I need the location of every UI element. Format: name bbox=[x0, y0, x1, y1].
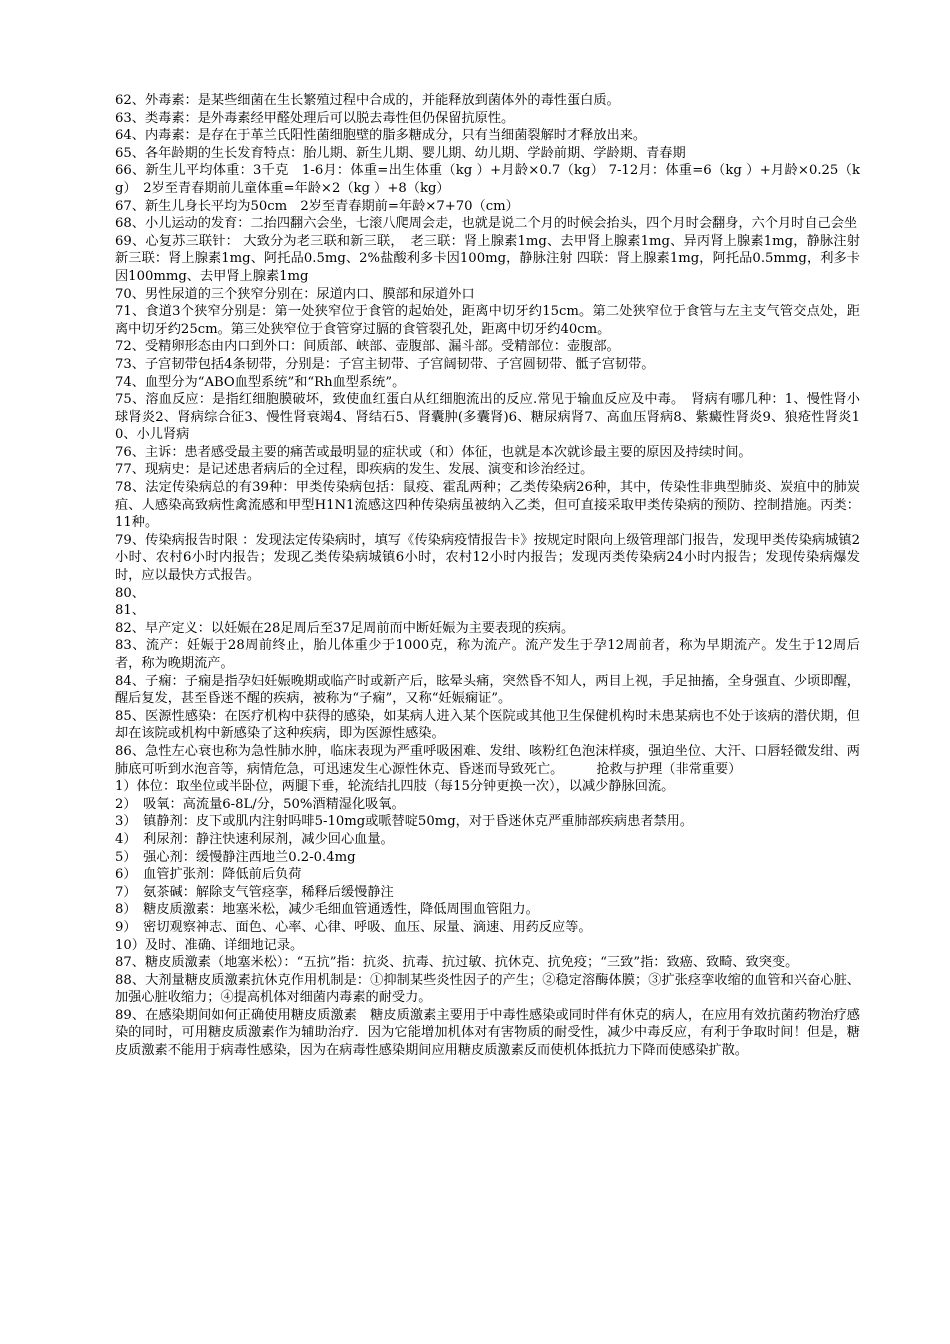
paragraph: 75、溶血反应：是指红细胞膜破坏，致使血红蛋白从红细胞流出的反应.常见于输血反应及中毒。 肾病有哪几种：1、慢性肾小球肾炎2、肾病综合征3、慢性肾衰竭4、肾结石5、肾囊肿(多囊肾)6、糖尿病肾7、高血压肾病8、紫癜性肾炎9、狼疮性肾炎10、小儿肾病 bbox=[115, 392, 860, 443]
paragraph: 70、男性尿道的三个狭窄分别在：尿道内口、膜部和尿道外口 bbox=[115, 286, 475, 302]
paragraph: 4） 利尿剂：静注快速利尿剂，减少回心血量。 bbox=[115, 831, 394, 847]
paragraph: 3） 镇静剂：皮下或肌内注射吗啡5-10mg或哌替啶50mg，对于昏迷休克严重肺部疾病患者禁用。 bbox=[115, 814, 694, 830]
paragraph: 86、急性左心衰也称为急性肺水肿，临床表现为严重呼吸困难、发绀、咳粉红色泡沫样痰，强迫坐位、大汗、口唇轻微发绀、两肺底可听到水泡音等，病情危急，可迅速发生心源性休克、昏迷而导致死亡。 抢救与护理（非常重要） bbox=[115, 743, 860, 777]
paragraph: 5） 强心剂：缓慢静注西地兰0.2-0.4mg bbox=[115, 849, 356, 865]
paragraph: 9） 密切观察神志、面色、心率、心律、呼吸、血压、尿量、滴速、用药反应等。 bbox=[115, 919, 592, 935]
paragraph: 66、新生儿平均体重：3千克 1-6月：体重=出生体重（kg ）+月龄×0.7（kg） 7-12月：体重=6（kg ）+月龄×0.25（kg） 2岁至青春期前儿童体重=年龄×2（kg ）+8（kg） bbox=[115, 163, 860, 196]
paragraph: 72、受精卵形态由内口到外口：间质部、峡部、壶腹部、漏斗部。受精部位：壶腹部。 bbox=[115, 339, 620, 355]
paragraph: 87、糖皮质激素（地塞米松）：“五抗”指：抗炎、抗毒、抗过敏、抗休克、抗免疫；“三致”指：致癌、致畸、致突变。 bbox=[115, 955, 799, 971]
paragraph: 63、类毒素：是外毒素经甲醛处理后可以脱去毒性但仍保留抗原性。 bbox=[115, 110, 515, 126]
paragraph: 68、小儿运动的发育：二抬四翻六会坐，七滚八爬周会走，也就是说二个月的时候会抬头，四个月时会翻身，六个月时自己会坐 bbox=[115, 216, 858, 232]
paragraph: 10）及时、准确、详细地记录。 bbox=[115, 937, 304, 953]
paragraph: 73、子宫韧带包括4条韧带，分别是：子宫主韧带、子宫阔韧带、子宫圆韧带、骶子宫韧带。 bbox=[115, 356, 655, 372]
paragraph: 7） 氨茶碱：解除支气管痉挛，稀释后缓慢静注 bbox=[115, 884, 394, 900]
paragraph: 84、子痫：子痫是指孕妇妊娠晚期或临产时或新产后，眩晕头痛，突然昏不知人，两目上视，手足抽搐，全身强直、少顷即醒，醒后复发，甚至昏迷不醒的疾病，被称为“子痫”，又称“妊娠痫证”。 bbox=[115, 673, 860, 707]
paragraph: 83、流产：妊娠于28周前终止，胎儿体重少于1000克，称为流产。流产发生于孕12周前者，称为早期流产。发生于12周后者，称为晚期流产。 bbox=[115, 638, 860, 671]
paragraph: 62、外毒素：是某些细菌在生长繁殖过程中合成的，并能释放到菌体外的毒性蛋白质。 bbox=[115, 93, 620, 108]
paragraph: 1）体位：取坐位或半卧位，两腿下垂，轮流结扎四肢（每15分钟更换一次），以减少静脉回流。 bbox=[115, 779, 675, 795]
paragraph: 82、早产定义：以妊娠在28足周后至37足周前而中断妊娠为主要表现的疾病。 bbox=[115, 620, 575, 636]
paragraph: 79、传染病报告时限 ：发现法定传染病时，填写《传染病疫情报告卡》按规定时限向上级管理部门报告，发现甲类传染病城镇2小时、农村6小时内报告；发现乙类传染病城镇6小时，农村12小时内报告；发现丙类传染病24小时内报告；发现传染病爆发时，应以最快方式报告。 bbox=[115, 532, 860, 584]
paragraph: 88、大剂量糖皮质激素抗休克作用机制是：①抑制某些炎性因子的产生；②稳定溶酶体膜；③扩张痉挛收缩的血管和兴奋心脏、加强心脏收缩力；④提高机体对细菌内毒素的耐受力。 bbox=[115, 972, 860, 1006]
paragraph: 77、现病史：是记述患者病后的全过程，即疾病的发生、发展、演变和诊治经过。 bbox=[115, 462, 594, 478]
paragraph: 8） 糖皮质激素：地塞米松，减少毛细血管通透性，降低周围血管阻力。 bbox=[115, 902, 539, 918]
paragraph: 81、 bbox=[115, 603, 145, 619]
paragraph: 67、新生儿身长平均为50cm 2岁至青春期前=年龄×7+70（cm） bbox=[115, 198, 519, 214]
paragraph: 85、医源性感染：在医疗机构中获得的感染，如某病人进入某个医院或其他卫生保健机构时未患某病也不处于该病的潜伏期，但却在该院或机构中新感染了这种疾病，即为医源性感染。 bbox=[115, 708, 860, 742]
paragraph: 6） 血管扩张剂：降低前后负荷 bbox=[115, 867, 302, 883]
paragraph: 69、心复苏三联针： 大致分为老三联和新三联， 老三联：肾上腺素1mg、去甲肾上腺素1mg、异丙肾上腺素1mg，静脉注射 新三联：肾上腺素1mg、阿托品0.5mg、2%盐酸利多卡因100mg，静脉注射 四联：肾上腺素1mg，阿托品0.5mmg，利多卡因100mmg、去甲肾上腺素1mg bbox=[115, 233, 865, 284]
paragraph: 76、主诉：患者感受最主要的痛苦或最明显的症状或（和）体征，也就是本次就诊最主要的原因及持续时间。 bbox=[115, 444, 752, 460]
paragraph: 2） 吸氧：高流量6-8L/分，50%酒精湿化吸氧。 bbox=[115, 796, 405, 812]
paragraph: 74、血型分为“ABO血型系统”和“Rh血型系统”。 bbox=[115, 374, 406, 390]
paragraph: 89、在感染期间如何正确使用糖皮质激素 糖皮质激素主要用于中毒性感染或同时伴有休克的病人，在应用有效抗菌药物治疗感染的同时，可用糖皮质激素作为辅助治疗．因为它能增加机体对有害物质的耐受性，减少中毒反应，有利于争取时间！但是，糖皮质激素不能用于病毒性感染，因为在病毒性感染期间应用糖皮质激素反而使机体抵抗力下降而使感染扩散。 bbox=[115, 1007, 860, 1059]
paragraph: 78、法定传染病总的有39种：甲类传染病包括：鼠疫、霍乱两种；乙类传染病26种，其中，传染性非典型肺炎、炭疽中的肺炭疽、人感染高致病性禽流感和甲型H1N1流感这四种传染病虽被纳入乙类，但可直接采取甲类传染病的预防、控制措施。丙类：11种。 bbox=[115, 480, 860, 531]
document-body bbox=[115, 92, 865, 1060]
paragraph: 65、各年龄期的生长发育特点：胎儿期、新生儿期、婴儿期、幼儿期、学龄前期、学龄期、青春期 bbox=[115, 145, 686, 161]
paragraph: 64、内毒素：是存在于革兰氏阳性菌细胞壁的脂多糖成分，只有当细菌裂解时才释放出来。 bbox=[115, 128, 647, 144]
paragraph: 71、食道3个狭窄分别是：第一处狭窄位于食管的起始处，距离中切牙约15cm。第二处狭窄位于食管与左主支气管交点处，距离中切牙约25cm。第三处狭窄位于食管穿过膈的食管裂孔处，距离中切牙约40cm。 bbox=[115, 304, 860, 337]
paragraph: 80、 bbox=[115, 585, 145, 601]
